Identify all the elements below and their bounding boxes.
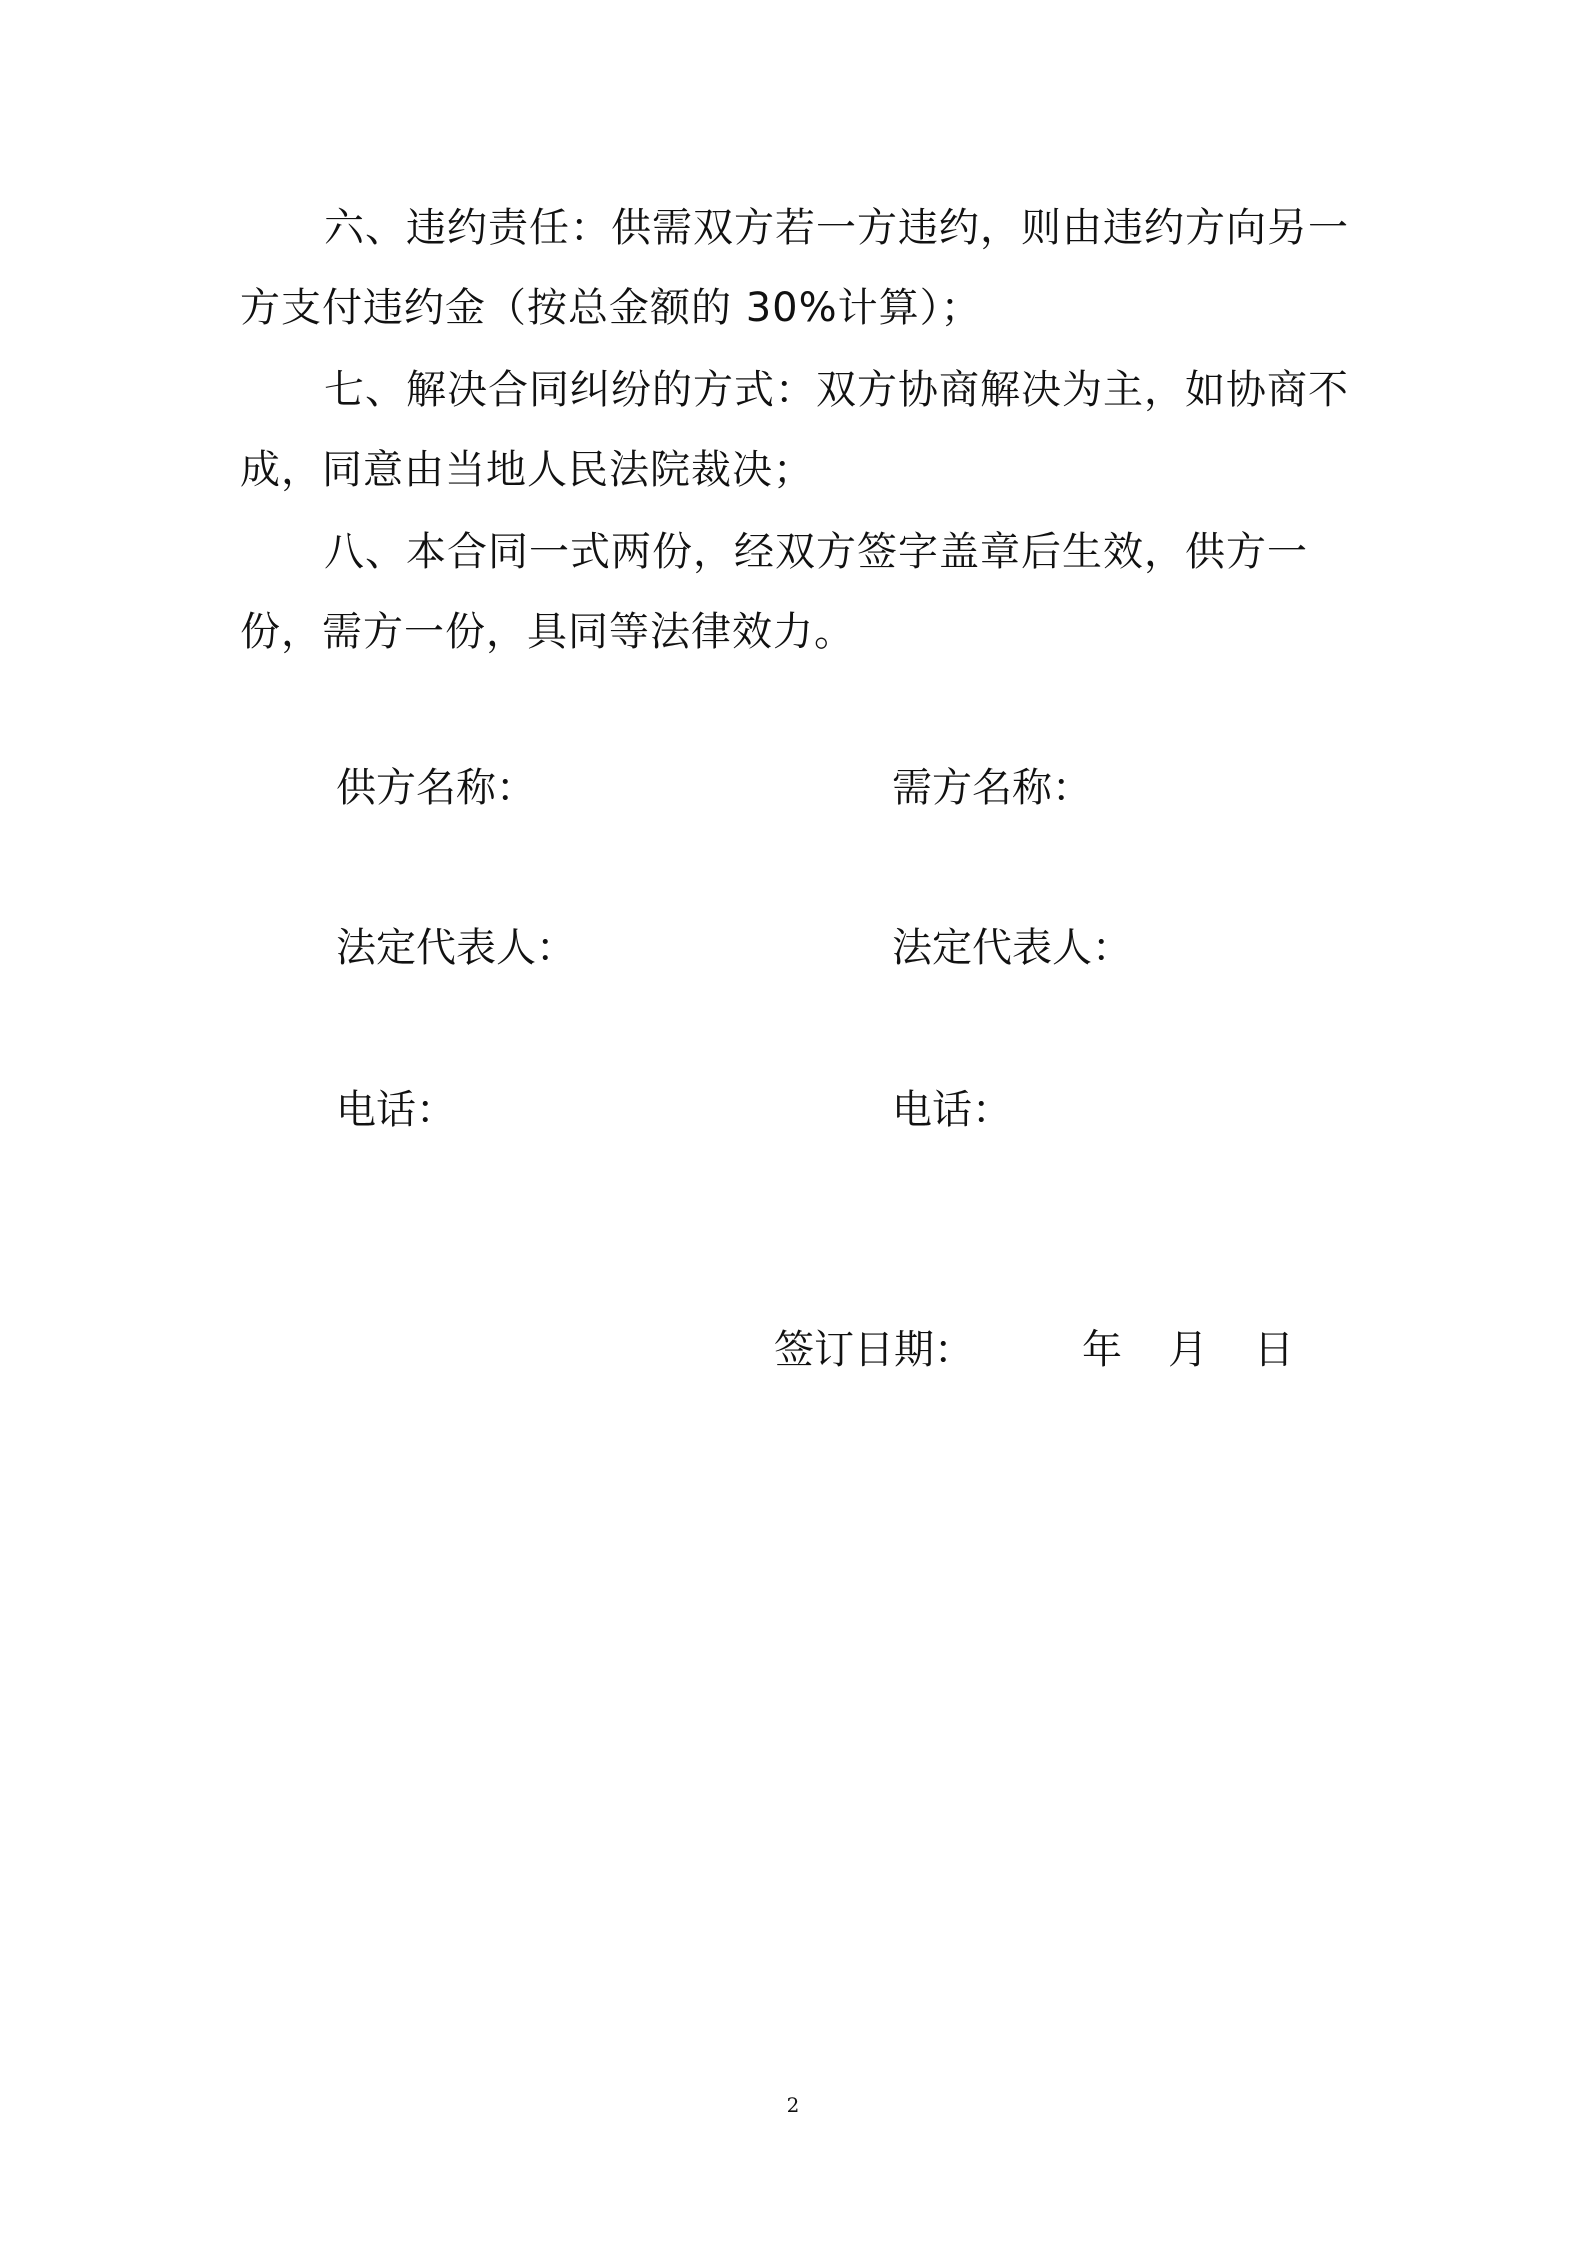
signing-date-line [774, 1320, 1294, 1380]
signing-date-label: 签订日期： [774, 1327, 974, 1373]
clause-seven-text: 七、解决合同纠纷的方式：双方协商解决为主，如协商不成，同意由当地人民法院裁决； [240, 367, 1349, 493]
supplier-name-label: 供方名称： [336, 765, 536, 811]
clause-eight [240, 512, 1350, 672]
clause-seven [240, 350, 1350, 510]
clause-six-text: 六、违约责任：供需双方若一方违约，则由违约方向另一方支付违约金（按总金额的 30%计算）； [240, 205, 1349, 331]
buyer-phone-label: 电话： [892, 1087, 1012, 1133]
signing-date-year: 年 [1082, 1327, 1122, 1373]
supplier-phone-label: 电话： [336, 1087, 456, 1133]
page-number: 2 [786, 2093, 800, 2117]
signing-date-month: 月 [1168, 1327, 1208, 1373]
signing-date-day: 日 [1254, 1327, 1294, 1373]
clause-six [240, 188, 1350, 348]
supplier-representative-label: 法定代表人： [336, 925, 576, 971]
clause-eight-text: 八、本合同一式两份，经双方签字盖章后生效，供方一份，需方一份，具同等法律效力。 [240, 529, 1308, 655]
buyer-representative-label: 法定代表人： [892, 925, 1132, 971]
buyer-name-label: 需方名称： [892, 765, 1092, 811]
